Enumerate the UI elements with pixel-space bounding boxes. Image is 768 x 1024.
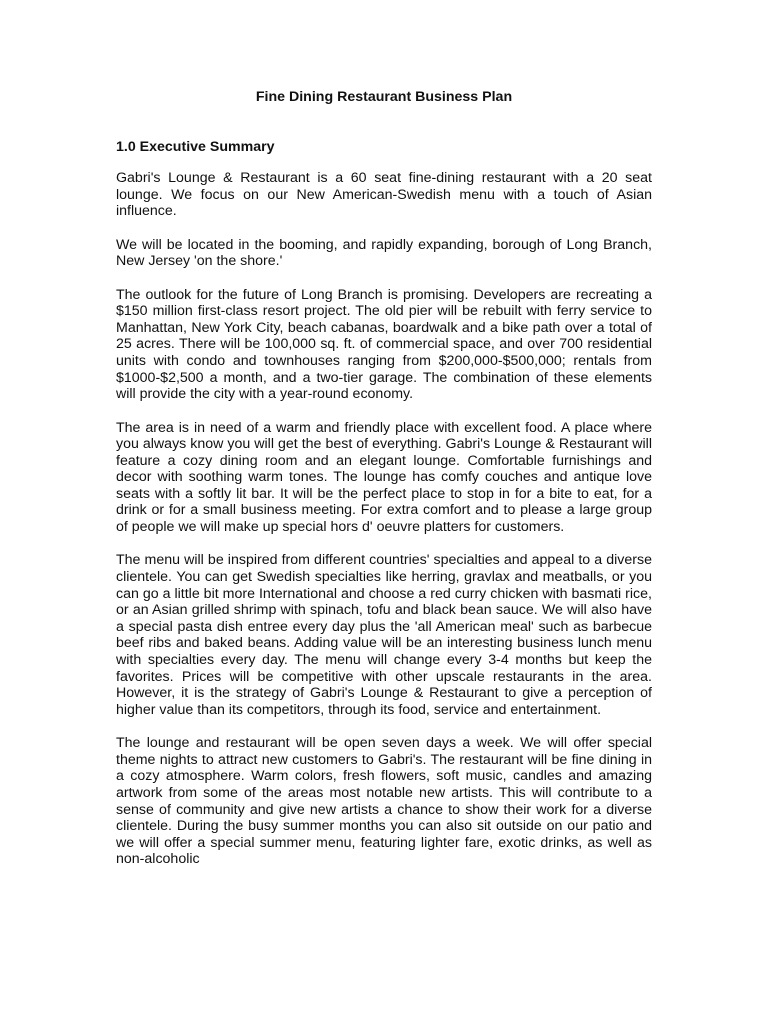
paragraph-menu: The menu will be inspired from different countries' specialties and appeal to a diverse clientele. You can get Swedish specialties like herring, gravlax and meatballs, or you can go a little bit more International and choose a red curry chicken with basmati rice, or an Asian grilled shrimp with spinach, tofu and black bean sauce. We will also have a special pasta dish entree every day plus the 'all American meal' such as barbecue beef ribs and baked beans. Adding value will be an interesting business lunch menu with specialties every day. The menu will change every 3-4 months but keep the favorites. Prices will be competitive with other upscale restaurants in the area. However, it is the strategy of Gabri's Lounge & Restaurant to give a perception of higher value than its competitors, through its food, service and entertainment. (116, 552, 652, 718)
paragraph-outlook: The outlook for the future of Long Branch is promising. Developers are recreating a $150 million first-class resort project. The old pier will be rebuilt with ferry service to Manhattan, New York City, beach cabanas, boardwalk and a bike path over a total of 25 acres. There will be 100,000 sq. ft. of commercial space, and over 700 residential units with condo and townhouses ranging from $200,000-$500,000; rentals from $1000-$2,500 a month, and a two-tier garage. The combination of these elements will provide the city with a year-round economy. (116, 286, 652, 403)
paragraph-location: We will be located in the booming, and rapidly expanding, borough of Long Branch, New Jersey 'on the shore.' (116, 236, 652, 270)
paragraph-atmosphere: The area is in need of a warm and friendly place with excellent food. A place where you always know you will get the best of everything. Gabri's Lounge & Restaurant will feature a cozy dining room and an elegant lounge. Comfortable furnishings and decor with soothing warm tones. The lounge has comfy couches and antique love seats with a softly lit bar. It will be the perfect place to stop in for a bite to eat, for a drink or for a small business meeting. For extra comfort and to please a large group of people we will make up special hors d' oeuvre platters for customers. (116, 419, 652, 536)
paragraph-hours: The lounge and restaurant will be open seven days a week. We will offer special theme nights to attract new customers to Gabri's. The restaurant will be fine dining in a cozy atmosphere. Warm colors, fresh flowers, soft music, candles and amazing artwork from some of the areas most notable new artists. This will contribute to a sense of community and give new artists a chance to show their work for a diverse clientele. During the busy summer months you can also sit outside on our patio and we will offer a special summer menu, featuring lighter fare, exotic drinks, as well as non-alcoholic (116, 735, 652, 868)
section-heading: 1.0 Executive Summary (116, 139, 275, 155)
document-title: Fine Dining Restaurant Business Plan (255, 89, 513, 105)
body-text (116, 170, 652, 885)
paragraph-intro: Gabri's Lounge & Restaurant is a 60 seat fine-dining restaurant with a 20 seat lounge. We focus on our New American-Swedish menu with a touch of Asian influence. (116, 170, 652, 220)
